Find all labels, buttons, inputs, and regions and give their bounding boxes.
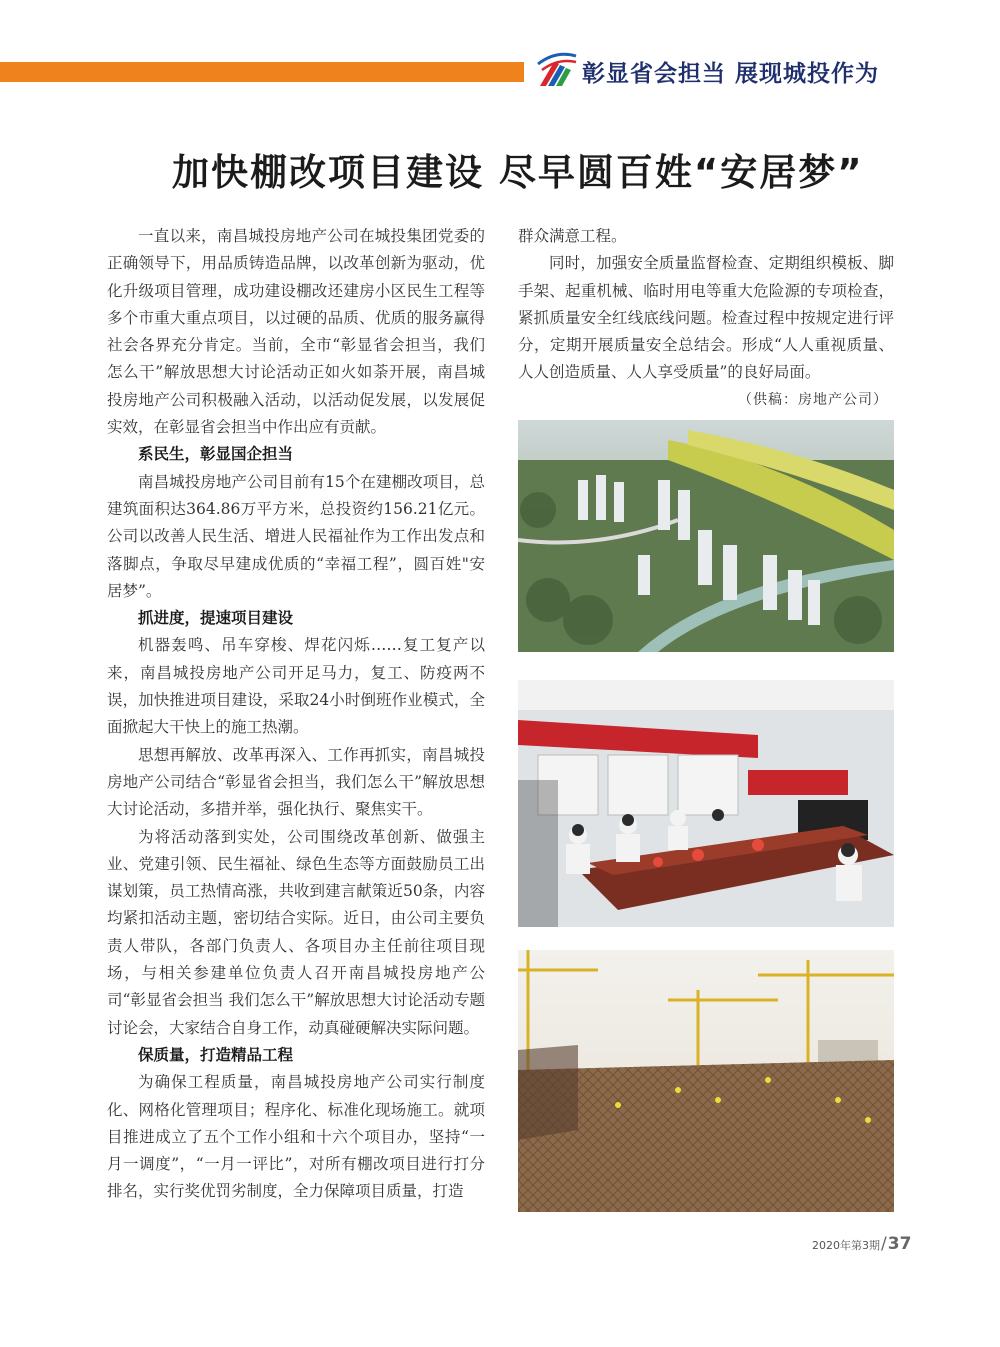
city-investment-logo-icon <box>534 48 578 88</box>
page-number: 37 <box>887 1234 912 1254</box>
intro-paragraph: 一直以来，南昌城投房地产公司在城投集团党委的正确领导下，用品质铸造品牌，以改革创新为驱动，优化升级项目管理，成功建设棚改还建房小区民生工程等多个市重大重点项目，以过硬的品质、优质的服务赢得社会各界充分肯定。当前，全市“彰显省会担当，我们怎么干”解放思想大讨论活动正如火如荼开展，南昌城投房地产公司积极融入活动，以活动促发展，以发展促实效，在彰显省会担当中作出应有贡献。 <box>107 227 485 437</box>
section3-paragraph-1: 为确保工程质量，南昌城投房地产公司实行制度化、网格化管理项目；程序化、标准化现场施工。就项目推进成立了五个工作小组和十六个项目办，坚持“一月一调度”，“一月一评比”，对所有棚改项目进行打分排名，实行奖优罚劣制度，全力保障项目质量，打造 <box>107 1073 485 1201</box>
page-footer <box>812 1234 911 1254</box>
footer-separator: / <box>881 1234 887 1254</box>
section2-paragraph-2: 思想再解放、改革再深入、工作再抓实，南昌城投房地产公司结合“彰显省会担当，我们怎么干”解放思想大讨论活动，多措并举，强化执行、聚焦实干。 <box>107 745 485 819</box>
magazine-section-title: 彰显省会担当 展现城投作为 <box>582 61 880 87</box>
section2-paragraph-1: 机器轰鸣、吊车穿梭、焊花闪烁……复工复产以来，南昌城投房地产公司开足马力，复工、防疫两不误，加快推进项目建设，采取24小时倒班作业模式，全面掀起大干快上的施工热潮。 <box>107 636 485 737</box>
issue-label: 2020年第3期 <box>812 1239 880 1252</box>
article-title: 加快棚改项目建设 尽早圆百姓“安居梦” <box>172 151 864 194</box>
section-heading-progress: 抓进度，提速项目建设 <box>138 609 294 628</box>
header-accent-bar <box>0 62 524 82</box>
section-heading-quality: 保质量，打造精品工程 <box>138 1045 294 1064</box>
section3-paragraph-2: 同时，加强安全质量监督检查、定期组织模板、脚手架、起重机械、临时用电等重大危险源的专项检查，紧抓质量安全红线底线问题。检查过程中按规定进行评分，定期开展质量安全总结会。形成“人人重视质量、人人创造质量、人人享受质量”的良好局面。 <box>518 254 894 382</box>
meeting-room-image <box>518 680 894 927</box>
aerial-rendering-image <box>518 420 894 652</box>
construction-site-image <box>518 950 894 1212</box>
section1-paragraph: 南昌城投房地产公司目前有15个在建棚改项目，总建筑面积达364.86万平方米，总投资约156.21亿元。公司以改善人民生活、增进人民福祉作为工作出发点和落脚点，争取尽早建成优质的“幸福工程”，圆百姓"安居梦”。 <box>107 472 485 600</box>
section3-continuation: 群众满意工程。 <box>518 227 627 245</box>
section2-paragraph-3: 为将活动落到实处，公司围绕改革创新、做强主业、党建引领、民生福祉、绿色生态等方面鼓励员工出谋划策，员工热情高涨，共收到建言献策近50条，内容均紧扣活动主题，密切结合实际。近日，由公司主要负责人带队，各部门负责人、各项目办主任前往项目现场，与相关参建单位负责人召开南昌城投房地产公司“彰显省会担当 我们怎么干”解放思想大讨论活动专题讨论会，大家结合自身工作，动真碰硬解决实际问题。 <box>107 827 485 1037</box>
article-column-right <box>518 223 894 414</box>
article-column-left <box>107 223 485 1206</box>
section-heading-livelihood: 系民生，彰显国企担当 <box>138 445 294 464</box>
article-credit: （供稿：房地产公司） <box>738 391 888 408</box>
